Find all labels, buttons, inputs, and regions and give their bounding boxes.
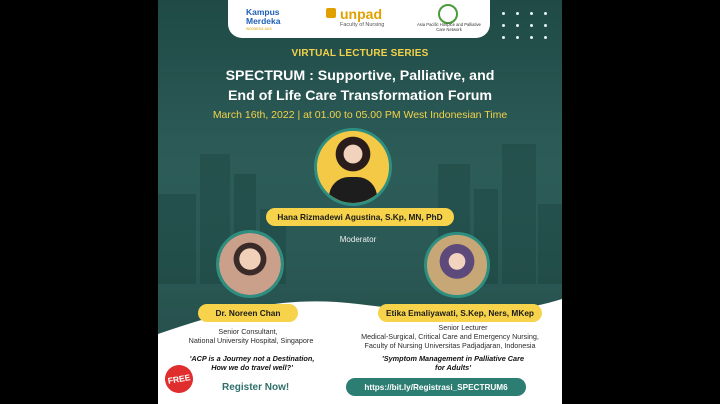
event-poster	[158, 0, 562, 404]
kampus-merdeka-subtext: INDONESIA JAYA	[246, 27, 272, 31]
unpad-emblem-icon	[326, 8, 336, 18]
register-now-label: Register Now!	[222, 382, 290, 393]
event-date-time: March 16th, 2022 | at 01.00 to 05.00 PM West Indonesian Time	[212, 109, 508, 121]
aphn-logo	[414, 4, 484, 34]
speaker-left-topic-line1: 'ACP is a Journey not a Destination,	[189, 354, 315, 363]
unpad-text: unpad	[340, 6, 382, 22]
registration-link[interactable]: https://bit.ly/Registrasi_SPECTRUM6	[346, 378, 526, 396]
speaker-right-photo	[424, 232, 490, 298]
moderator-role: Moderator	[339, 235, 377, 244]
moderator-name-badge: Hana Rizmadewi Agustina, S.Kp, MN, PhD	[266, 208, 454, 226]
aphn-emblem-icon	[438, 4, 458, 24]
kampus-merdeka-logo	[246, 8, 308, 32]
speaker-right-name-badge: Etika Emaliyawati, S.Kep, Ners, MKep	[378, 304, 542, 322]
unpad-logo	[326, 6, 396, 34]
kampus-merdeka-text: Kampus Merdeka	[246, 7, 281, 26]
speaker-left-title: Senior Consultant,	[218, 327, 278, 336]
free-badge: FREE	[163, 363, 195, 395]
event-title-line1: SPECTRUM : Supportive, Palliative, and	[225, 68, 495, 84]
speaker-left-photo	[216, 230, 284, 298]
speaker-left-affiliation: National University Hospital, Singapore	[188, 336, 314, 345]
event-title-line2: End of Life Care Transformation Forum	[227, 88, 493, 104]
speaker-right-title: Senior Lecturer	[438, 323, 488, 332]
speaker-left-name-badge: Dr. Noreen Chan	[198, 304, 298, 322]
speaker-left-topic-line2: How we do travel well?'	[211, 363, 293, 372]
series-label: VIRTUAL LECTURE SERIES	[291, 48, 429, 59]
unpad-subtext: Faculty of Nursing	[340, 22, 385, 28]
moderator-photo	[314, 128, 392, 206]
aphn-text: Asia Pacific Hospice and Palliative Care Network	[416, 22, 481, 32]
speaker-right-topic-line2: for Adults'	[435, 363, 471, 372]
speaker-right-topic-line1: 'Symptom Management in Palliative Care	[381, 354, 525, 363]
speaker-right-department: Medical-Surgical, Critical Care and Emergency Nursing,	[361, 332, 539, 341]
decorative-dot-grid	[502, 12, 548, 52]
speaker-right-affiliation: Faculty of Nursing Universitas Padjadjaran, Indonesia	[364, 341, 536, 350]
logo-bar	[228, 0, 490, 38]
